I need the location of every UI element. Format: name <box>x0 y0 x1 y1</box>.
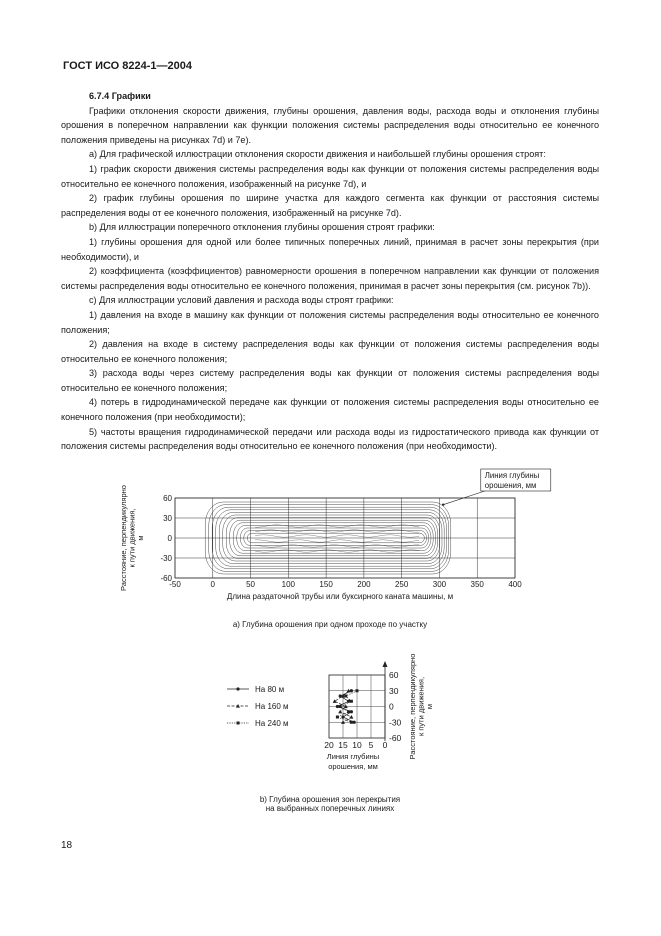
x-tick-label: 200 <box>357 580 371 589</box>
paragraph: 3) расхода воды через систему распределения воды как функции от положения системы распределения воды относительно ее конечного положения; <box>61 368 599 393</box>
y-axis-label-line: к пути движения, <box>127 508 137 568</box>
data-point <box>353 721 356 724</box>
y-tick-label: 60 <box>389 670 399 680</box>
data-point <box>339 705 342 708</box>
contour-line <box>255 550 419 552</box>
annotation-text: орошения, мм <box>484 481 537 490</box>
contour-line <box>255 535 419 537</box>
y-axis-label-line: м <box>425 703 434 710</box>
paragraph: 1) глубины орошения для одной или более типичных поперечных линий, принимая в расчет зоны перекрытия (при необходимости), и <box>61 236 599 262</box>
x-tick-label: 0 <box>210 580 216 589</box>
paragraph: 4) потерь в гидродинамической передаче как функции от положения системы распределения воды относительно ее конечного положения (при необходимости); <box>61 397 599 423</box>
y-axis-label-line: к пути движения, <box>416 676 426 737</box>
contour-line <box>255 540 419 542</box>
data-point <box>344 695 347 698</box>
contour-line <box>255 530 419 532</box>
x-tick-label: 5 <box>368 740 374 750</box>
y-axis-label-line: Расстояние, перпендикулярно <box>119 485 128 591</box>
paragraph: 5) частоты вращения гидродинамической передачи или расхода воды из гидростатического привода как функции от положения системы распределения воды относительно ее конечного положения (при необходимости). <box>61 426 599 452</box>
figure-b-caption-line: на выбранных поперечных линиях <box>265 804 395 813</box>
y-axis-label-line: м <box>136 535 145 541</box>
figure-a-contour-chart <box>120 465 540 615</box>
x-tick-label: 100 <box>281 580 296 589</box>
data-point <box>350 721 353 724</box>
paragraph: Графики отклонения скорости движения, глубины орошения, давления воды, расхода воды и отклонения глубины орошения в поперечном направлении как функции положения системы распределения воды относительно ее конечного положения приведены на рисунках 7d) и 7e). <box>61 105 599 145</box>
annotation-box <box>442 469 551 506</box>
data-point <box>338 710 342 714</box>
paragraph: с) Для иллюстрации условий давления и расхода воды строят графики: <box>89 295 394 306</box>
document-header: ГОСТ ИСО 8224-1—2004 <box>63 60 193 72</box>
data-point <box>336 705 339 708</box>
y-tick-label: -60 <box>160 574 172 583</box>
y-tick-label: 0 <box>167 534 172 543</box>
legend <box>227 685 289 728</box>
y-tick-label: 30 <box>389 685 399 696</box>
y-axis-label <box>119 485 145 591</box>
legend-label: На 240 м <box>255 719 289 728</box>
figure-b-caption <box>200 795 460 813</box>
paragraph: а) Для графической иллюстрации отклонения скорости движения и наибольшей глубины орошения строят: <box>89 149 546 160</box>
x-tick-label: 10 <box>352 740 362 750</box>
x-tick-label: 250 <box>394 580 409 589</box>
x-tick-label: 20 <box>324 740 334 750</box>
data-point <box>350 710 353 713</box>
paragraph: 2) график глубины орошения по ширине участка для каждого сегмента как функции от расстояния системы распределения воды от ее конечного положения, изображенный на рисунке 7d). <box>61 193 599 218</box>
x-tick-label: 15 <box>338 740 348 750</box>
y-axis-label <box>408 654 434 760</box>
contour-line <box>255 525 419 527</box>
x-tick-label: 150 <box>319 580 333 589</box>
y-tick-label: 30 <box>163 514 172 523</box>
x-tick-label: 300 <box>432 580 447 589</box>
x-tick-label: 0 <box>382 740 388 750</box>
paragraph: 2) коэффициента (коэффициентов) равномерности орошения в поперечном направлении как функции от положения системы распределения воды относительно ее конечного положения, принимая в расчет зоны перекрытия (см. рисунок 7b)). <box>61 266 599 291</box>
x-tick-label: 350 <box>470 580 484 589</box>
y-tick-label: -30 <box>160 554 172 563</box>
figure-a-caption: а) Глубина орошения при одном проходе по участку <box>232 620 428 629</box>
legend-label: На 160 м <box>255 702 289 711</box>
x-tick-label: 50 <box>246 580 256 589</box>
section-title: 6.7.4 Графики <box>89 91 151 101</box>
data-point <box>349 715 353 719</box>
paragraph: 1) график скорости движения системы распределения воды как функции от положения системы распределения воды относительно ее конечного положения, изображенный на рисунке 7d), и <box>61 163 599 189</box>
annotation-point <box>442 503 444 505</box>
x-tick-label: -50 <box>169 580 181 589</box>
axis-ticks <box>160 494 522 589</box>
y-axis-arrow <box>383 661 388 667</box>
contour-line <box>255 545 419 547</box>
data-point <box>350 700 353 703</box>
figure-b-line-chart <box>225 650 445 805</box>
x-axis-label-line: орошения, мм <box>328 762 378 771</box>
y-tick-label: -60 <box>389 733 402 743</box>
data-point <box>237 722 240 725</box>
y-tick-label: 0 <box>389 701 394 712</box>
page-number: 18 <box>61 840 73 851</box>
body-text <box>61 89 599 454</box>
annotation-text: Линия глубины <box>484 471 540 480</box>
data-point <box>236 687 239 690</box>
figure-b-caption-line: b) Глубина орошения зон перекрытия <box>259 795 401 804</box>
x-axis-label <box>327 752 379 771</box>
data-point <box>333 699 337 703</box>
data-point <box>356 689 359 692</box>
y-axis-label-line: Расстояние, перпендикулярно <box>408 653 417 760</box>
y-tick-label: -30 <box>389 717 402 728</box>
x-tick-label: 400 <box>508 580 522 589</box>
plot-grid <box>329 661 388 741</box>
paragraph: b) Для иллюстрации поперечного отклонения глубины орошения строят графики: <box>89 222 435 233</box>
x-axis-label-line: Линия глубины <box>326 752 380 761</box>
data-point <box>347 710 350 713</box>
paragraph: 2) давления на входе в систему распределения воды как функции от положения системы распределения воды относительно ее конечного положения; <box>61 339 599 364</box>
x-axis-label: Длина раздаточной трубы или буксирного каната машины, м <box>226 592 454 601</box>
y-tick-label: 60 <box>163 494 172 503</box>
data-point <box>341 715 344 718</box>
legend-label: На 80 м <box>255 685 285 694</box>
data-point <box>336 716 339 719</box>
paragraph: 1) давления на входе в машину как функции от положения системы распределения воды относительно ее конечного положения; <box>61 309 599 335</box>
